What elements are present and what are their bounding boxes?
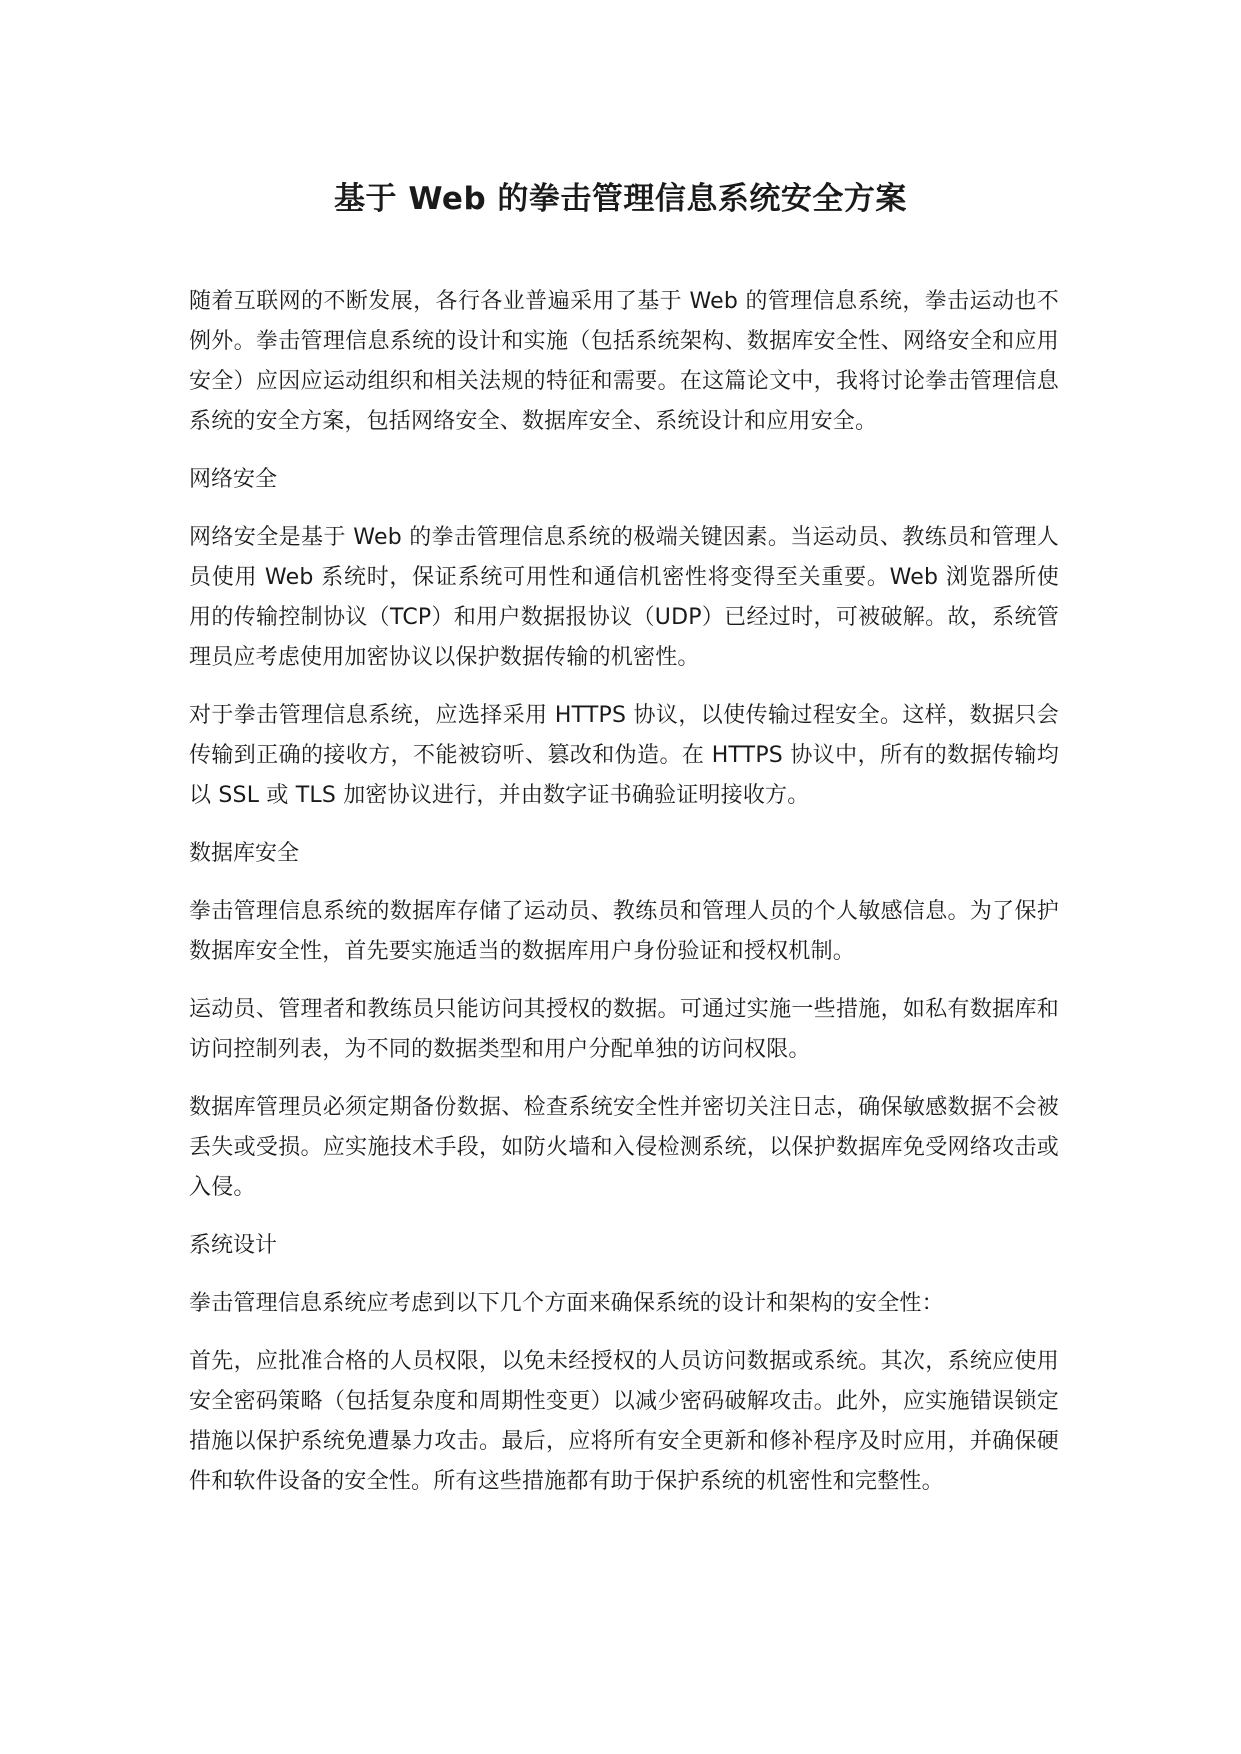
database-paragraph-3: 数据库管理员必须定期备份数据、检查系统安全性并密切关注日志，确保敏感数据不会被丢失或受损。应实施技术手段，如防火墙和入侵检测系统，以保护数据库免受网络攻击或入侵。 (189, 1095, 1059, 1200)
database-paragraph-2: 运动员、管理者和教练员只能访问其授权的数据。可通过实施一些措施，如私有数据库和访问控制列表，为不同的数据类型和用户分配单独的访问权限。 (189, 997, 1059, 1062)
section-heading-network: 网络安全 (189, 467, 278, 492)
network-paragraph-1: 网络安全是基于 Web 的拳击管理信息系统的极端关键因素。当运动员、教练员和管理人员使用 Web 系统时，保证系统可用性和通信机密性将变得至关重要。Web 浏览器所使用的传输控制协议（TCP）和用户数据报协议（UDP）已经过时，可被破解。故，系统管理员应考虑使用加密协议以保护数据传输的机密性。 (189, 525, 1059, 670)
document-body (189, 282, 1059, 1520)
intro-paragraph: 随着互联网的不断发展，各行各业普遍采用了基于 Web 的管理信息系统，拳击运动也不例外。拳击管理信息系统的设计和实施（包括系统架构、数据库安全性、网络安全和应用安全）应因应运动组织和相关法规的特征和需要。在这篇论文中，我将讨论拳击管理信息系统的安全方案，包括网络安全、数据库安全、系统设计和应用安全。 (189, 289, 1059, 434)
design-paragraph-2: 首先，应批准合格的人员权限，以免未经授权的人员访问数据或系统。其次，系统应使用安全密码策略（包括复杂度和周期性变更）以减少密码破解攻击。此外，应实施错误锁定措施以保护系统免遭暴力攻击。最后，应将所有安全更新和修补程序及时应用，并确保硬件和软件设备的安全性。所有这些措施都有助于保护系统的机密性和完整性。 (189, 1349, 1059, 1494)
network-paragraph-2: 对于拳击管理信息系统，应选择采用 HTTPS 协议，以使传输过程安全。这样，数据只会传输到正确的接收方，不能被窃听、篡改和伪造。在 HTTPS 协议中，所有的数据传输均以 SSL 或 TLS 加密协议进行，并由数字证书确验证明接收方。 (189, 703, 1059, 808)
section-heading-design: 系统设计 (189, 1233, 278, 1258)
document-title: 基于 Web 的拳击管理信息系统安全方案 (334, 181, 907, 217)
section-heading-database: 数据库安全 (189, 841, 300, 866)
design-paragraph-1: 拳击管理信息系统应考虑到以下几个方面来确保系统的设计和架构的安全性： (189, 1291, 944, 1316)
database-paragraph-1: 拳击管理信息系统的数据库存储了运动员、教练员和管理人员的个人敏感信息。为了保护数据库安全性，首先要实施适当的数据库用户身份验证和授权机制。 (189, 899, 1059, 964)
